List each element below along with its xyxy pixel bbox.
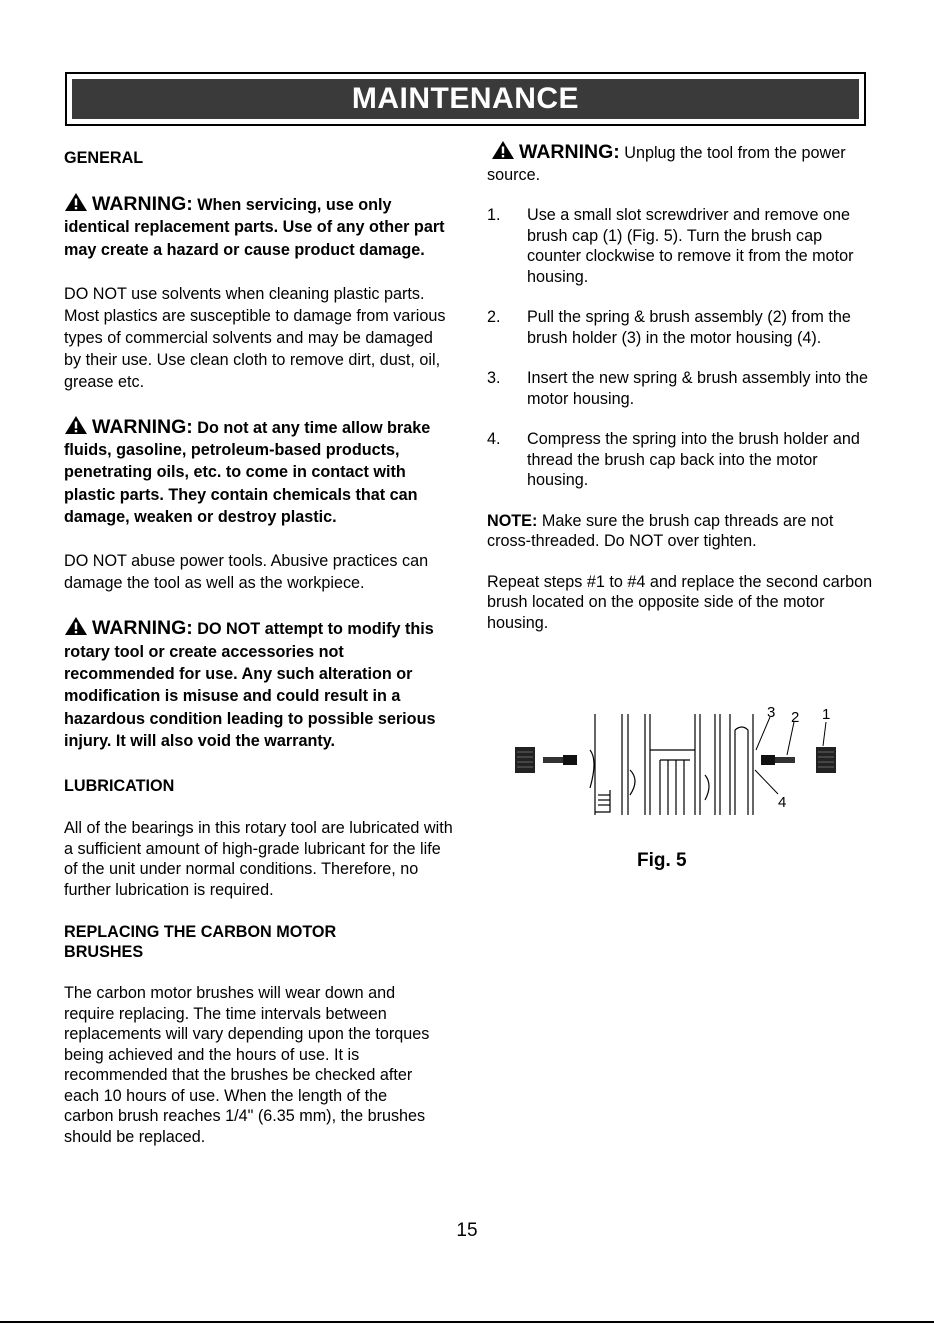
- step-3: [487, 368, 877, 409]
- step-1: [487, 205, 877, 287]
- page-number: 15: [456, 1220, 478, 1241]
- callout-2: 2: [791, 709, 800, 726]
- warning-block-1: [64, 192, 454, 261]
- left-column: [64, 140, 454, 1147]
- brush-assembly-diagram: [510, 700, 840, 825]
- abuse-paragraph: DO NOT abuse power tools. Abusive practices can damage the tool as well as the workpiece.: [64, 552, 429, 593]
- step-text: Use a small slot screwdriver and remove one brush cap (1) (Fig. 5). Turn the brush cap counter clockwise to remove it from the motor housing.: [527, 206, 854, 286]
- warning-text: Unplug the tool from the power source.: [487, 144, 846, 184]
- callout-4: 4: [778, 794, 787, 811]
- warning-triangle-icon: [491, 140, 515, 160]
- solvents-paragraph: DO NOT use solvents when cleaning plastic parts. Most plastics are susceptible to damage from various types of commercial solvents and may be damaged by their use. Use clean cloth to remove dirt, dust, oil, grease etc.: [64, 284, 446, 391]
- step-text: Insert the new spring & brush assembly into the motor housing.: [527, 369, 869, 408]
- step-text: Compress the spring into the brush holder and thread the brush cap back into the motor housing.: [527, 430, 860, 489]
- warning-label: WARNING:: [92, 193, 193, 215]
- warning-label: WARNING:: [519, 141, 620, 163]
- lubrication-paragraph: All of the bearings in this rotary tool are lubricated with a sufficient amount of high-grade lubricant for the life of the unit under normal conditions. Therefore, no further lubrication is required.: [64, 819, 453, 899]
- lubrication-heading: LUBRICATION: [64, 777, 175, 796]
- repeat-paragraph: Repeat steps #1 to #4 and replace the second carbon brush located on the opposite side of the motor housing.: [487, 572, 873, 632]
- step-4: [487, 429, 877, 491]
- spring-brush-left: [543, 757, 563, 763]
- warning-label: WARNING:: [92, 415, 193, 438]
- warning-text: Do not at any time allow brake fluids, gasoline, petroleum-based products, penetrating oils, etc. to come in contact with plastic parts. They contain chemicals that can damage, weaken or destroy plastic.: [64, 418, 431, 527]
- page-title: MAINTENANCE: [72, 79, 859, 119]
- step-number: 3.: [487, 369, 501, 387]
- warning-text: DO NOT attempt to modify this rotary tool or create accessories not recommended for use. Any such alteration or modification is misuse and could result in a hazardous condition leading to possible serious injury. It will also void the warranty.: [64, 620, 436, 750]
- general-heading: GENERAL: [64, 149, 144, 167]
- brush-cap-right: [816, 747, 836, 773]
- warning-block-2: [64, 415, 454, 528]
- step-number: 2.: [487, 308, 501, 326]
- step-number: 4.: [487, 430, 501, 448]
- title-box: [65, 72, 866, 126]
- warning-block-3: [64, 616, 454, 752]
- warning-triangle-icon: [64, 192, 88, 212]
- step-text: Pull the spring & brush assembly (2) from the brush holder (3) in the motor housing (4).: [527, 308, 851, 347]
- bottom-rule: [0, 1321, 934, 1323]
- callout-1: 1: [822, 706, 831, 723]
- warning-triangle-icon: [64, 616, 88, 636]
- note-text: Make sure the brush cap threads are not cross-threaded. Do NOT over tighten.: [487, 511, 834, 550]
- note-paragraph: [487, 511, 877, 552]
- warning-triangle-icon: [64, 415, 88, 435]
- step-number: 1.: [487, 206, 501, 224]
- callout-3: 3: [767, 704, 776, 721]
- warning-text: When servicing, use only identical replacement parts. Use of any other part may create a hazard or cause product damage.: [64, 196, 445, 259]
- figure-caption: Fig. 5: [637, 850, 687, 871]
- unplug-warning: [487, 140, 877, 186]
- brushes-heading: REPLACING THE CARBON MOTOR BRUSHES: [64, 923, 337, 962]
- note-label: NOTE:: [487, 511, 538, 530]
- brush-cap-left: [515, 747, 535, 773]
- spring-brush-right: [761, 755, 775, 765]
- right-column: [487, 140, 877, 633]
- warning-label: WARNING:: [92, 617, 193, 640]
- motor-housing: [590, 714, 753, 815]
- brushes-paragraph: The carbon motor brushes will wear down and require replacing. The time intervals between replacements will vary depending upon the torques being achieved and the hours of use. It is recommended that the brushes be checked after each 10 hours of use. When the length of the carbon brush reaches 1/4" (6.35 mm), the brushes should be replaced.: [64, 984, 430, 1146]
- step-2: [487, 307, 877, 348]
